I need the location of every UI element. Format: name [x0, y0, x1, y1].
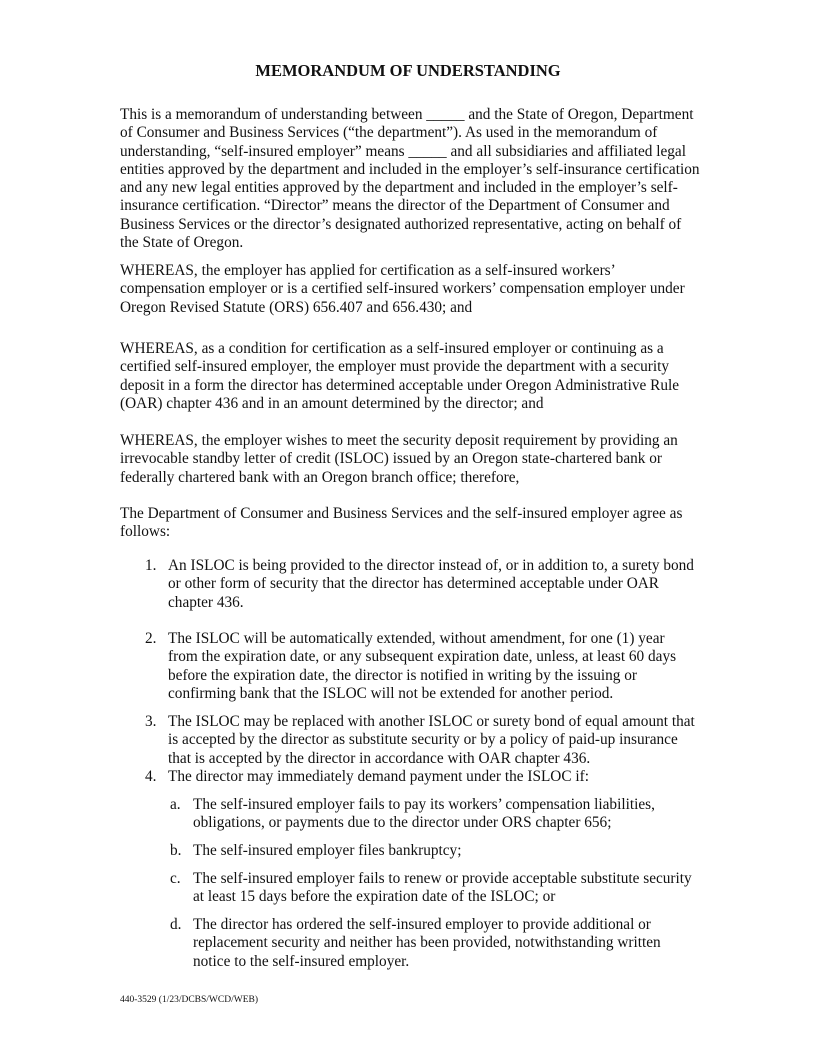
sublist-letter: a.	[170, 796, 181, 813]
list-number: 4.	[145, 768, 157, 785]
sublist-letter: d.	[170, 916, 182, 933]
list-number: 1.	[145, 557, 157, 574]
sublist-item: The self-insured employer files bankruptcy;	[193, 842, 462, 859]
whereas-paragraph-3: WHEREAS, the employer wishes to meet the security deposit requirement by providing an irrevocable standby letter of credit (ISLOC) issued by an Oregon state-chartered bank or federally chartered bank with an Oregon branch office; therefore,	[120, 432, 678, 486]
sublist-item: The self-insured employer fails to renew or provide acceptable substitute security at least 15 days before the expiration date of the ISLOC; or	[193, 870, 692, 906]
intro-paragraph: This is a memorandum of understanding between _____ and the State of Oregon, Department of Consumer and Business Services (“the department”). As used in the memorandum of understanding, “self-insured employer” means _____ and all subsidiaries and affiliated legal entities approved by the department and included in the employer’s self-insurance certification and any new legal entities approved by the department and included in the employer’s self-insurance certification. “Director” means the director of the Department of Consumer and Business Services or the director’s designated authorized representative, acting on behalf of the State of Oregon.	[120, 106, 700, 252]
sublist-letter: c.	[170, 870, 181, 887]
list-item: The director may immediately demand payment under the ISLOC if:	[168, 768, 589, 785]
agreement-paragraph: The Department of Consumer and Business Services and the self-insured employer agree as follows:	[120, 505, 683, 541]
sublist-item: The self-insured employer fails to pay its workers’ compensation liabilities, obligations, or payments due to the director under ORS chapter 656;	[193, 796, 655, 832]
form-number-footer: 440-3529 (1/23/DCBS/WCD/WEB)	[120, 995, 259, 1005]
document-title: MEMORANDUM OF UNDERSTANDING	[255, 61, 561, 80]
whereas-paragraph-2: WHEREAS, as a condition for certification as a self-insured employer or continuing as a certified self-insured employer, the employer must provide the department with a security deposit in a form the director has determined acceptable under Oregon Administrative Rule (OAR) chapter 436 and in an amount determined by the director; and	[120, 340, 680, 412]
sublist-item: The director has ordered the self-insured employer to provide additional or replacement security and neither has been provided, notwithstanding written notice to the self-insured employer.	[193, 916, 661, 970]
list-number: 2.	[145, 630, 157, 647]
list-item: The ISLOC will be automatically extended, without amendment, for one (1) year from the expiration date, or any subsequent expiration date, unless, at least 60 days before the expiration date, the director is notified in writing by the issuing or confirming bank that the ISLOC will not be extended for another period.	[168, 630, 677, 702]
sublist-letter: b.	[170, 842, 182, 859]
list-item: An ISLOC is being provided to the director instead of, or in addition to, a surety bond or other form of security that the director has determined acceptable under OAR chapter 436.	[168, 557, 694, 611]
list-item: The ISLOC may be replaced with another ISLOC or surety bond of equal amount that is accepted by the director as substitute security or by a policy of paid-up insurance that is accepted by the director in accordance with OAR chapter 436.	[168, 713, 695, 767]
whereas-paragraph-1: WHEREAS, the employer has applied for certification as a self-insured workers’ compensation employer or is a certified self-insured workers’ compensation employer under Oregon Revised Statute (ORS) 656.407 and 656.430; and	[120, 262, 685, 316]
list-number: 3.	[145, 713, 157, 730]
